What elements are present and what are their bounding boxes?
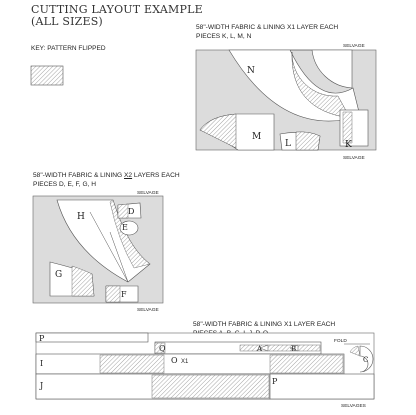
key-swatch (31, 66, 63, 85)
layout2-selvage-top: SELVAGE (137, 191, 159, 196)
label-i: I (40, 359, 44, 368)
label-k: K (345, 140, 352, 150)
label-o: O (171, 356, 178, 365)
label-j: J (40, 381, 44, 390)
layout2-header-line2: PIECES D, E, F, G, H (33, 180, 97, 188)
layout1-header-line2: PIECES K, L, M, N (196, 32, 252, 40)
label-d: D (128, 207, 135, 216)
key-label: KEY: PATTERN FLIPPED (31, 45, 106, 52)
layout1-selvage-top: SELVAGE (343, 44, 365, 49)
label-n: N (247, 66, 255, 76)
layout3-header-line1: 58"-WIDTH FABRIC & LINING X1 LAYER EACH (193, 321, 336, 328)
label-m: M (252, 132, 262, 142)
label-q: Q (159, 344, 166, 353)
label-x1: X1 (181, 359, 189, 365)
label-p-bottom: P (272, 377, 278, 386)
label-l: L (285, 139, 291, 149)
layout2-header-line1: 58"-WIDTH FABRIC & LINING X2 LAYERS EACH (33, 172, 180, 179)
label-e: E (122, 223, 128, 232)
layout1-selvage-bottom: SELVAGE (343, 156, 365, 161)
title-line-2: (ALL SIZES) (31, 15, 103, 28)
title-line-1: CUTTING LAYOUT EXAMPLE (31, 3, 203, 16)
layout1-header-line1: 58"-WIDTH FABRIC & LINING X1 LAYER EACH (196, 24, 339, 31)
layout2-selvage-bottom: SELVAGE (137, 308, 159, 313)
piece-p-bottom (270, 374, 374, 399)
piece-p-top (36, 333, 148, 342)
label-a: A (257, 345, 263, 353)
label-f: F (121, 290, 127, 299)
label-g: G (55, 270, 63, 280)
piece-k-flipped (343, 112, 352, 143)
layout3-fold: FOLD (334, 339, 347, 344)
label-h: H (77, 212, 85, 222)
piece-l-flipped (296, 132, 320, 150)
label-p-top: P (39, 334, 45, 343)
layout3-selvages: SELVAGES (341, 404, 366, 409)
label-c: C (363, 356, 369, 364)
label-b: B (291, 345, 297, 353)
